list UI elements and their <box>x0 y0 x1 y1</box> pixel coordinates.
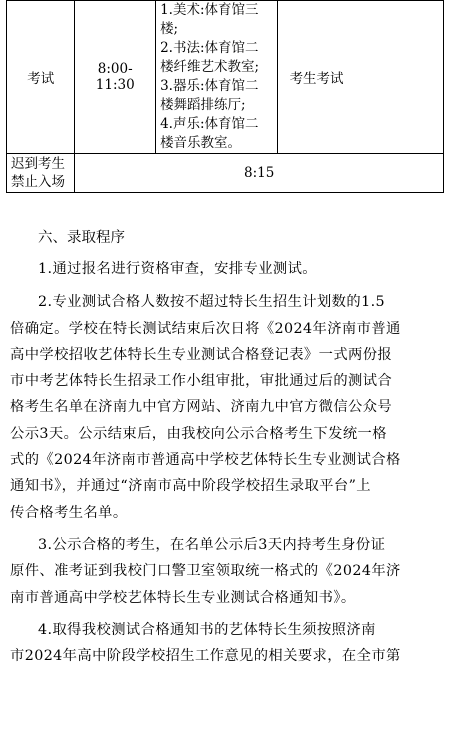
paragraph-line: 4.取得我校测试合格通知书的艺体特长生须按照济南 <box>38 621 376 638</box>
location-line: 楼; <box>160 21 179 37</box>
section-heading: 六、录取程序 <box>38 230 125 246</box>
exam-time: 8:00-11:30 <box>75 1 156 154</box>
row-label-late <box>7 154 75 193</box>
late-label-line: 禁止入场 <box>11 174 65 190</box>
paragraph-1: 1.通过报名进行资格审查，安排专业测试。 <box>38 261 317 277</box>
location-line: 楼舞蹈排练厅; <box>160 97 246 113</box>
paragraph-line: 原件、准考证到我校门口警卫室领取统一格式的《2024年济 <box>10 563 401 580</box>
paragraph-line: 市2024年高中阶段学校招生工作意见的相关要求，在全市第 <box>10 648 401 665</box>
paragraph-line: 市中考艺体特长生招录工作小组审批，审批通过后的测试合 <box>10 373 393 390</box>
row-label-exam: 考试 <box>7 1 75 154</box>
location-line: 4.声乐:体育馆二 <box>160 116 259 132</box>
paragraph-line: 式的《2024年济南市普通高中学校艺体特长生专业测试合格 <box>10 452 401 469</box>
paragraph-line: 格考生名单在济南九中官方网站、济南九中官方微信公众号 <box>10 399 393 416</box>
paragraph-line: 南市普通高中学校艺体特长生专业测试合格通知书》。 <box>10 589 356 606</box>
admission-section <box>10 227 442 669</box>
table-row-late <box>7 154 444 193</box>
paragraph-line: 高中学校招收艺体特长生专业测试合格登记表》一式两份报 <box>10 346 393 363</box>
location-line: 楼纤维艺术教室; <box>160 59 260 75</box>
exam-locations <box>156 1 278 154</box>
paragraph-line: 倍确定。学校在特长测试结束后次日将《2024年济南市普通 <box>10 320 401 337</box>
paragraph-line: 公示3天。公示结束后，由我校向公示合格考生下发统一格 <box>10 425 387 442</box>
location-line: 3.器乐:体育馆二 <box>160 78 259 94</box>
paragraph-line: 传合格考生名单。 <box>10 504 128 521</box>
location-line: 2.书法:体育馆二 <box>160 40 259 56</box>
location-line: 1.美术:体育馆三 <box>160 2 259 18</box>
late-cutoff-time: 8:15 <box>75 154 444 193</box>
paragraph-4 <box>10 617 442 670</box>
paragraph-line: 3.公示合格的考生，在名单公示后3天内持考生身份证 <box>38 536 386 553</box>
schedule-table <box>6 0 444 193</box>
exam-note: 考生考试 <box>277 1 443 154</box>
table-row-exam <box>7 1 444 154</box>
location-line: 楼音乐教室。 <box>160 135 242 151</box>
paragraph-line: 通知书》，并通过“济南市高中阶段学校招生录取平台”上 <box>10 478 371 495</box>
paragraph-2 <box>10 289 442 526</box>
paragraph-3 <box>10 532 442 611</box>
paragraph-line: 2.专业测试合格人数按不超过特长生招生计划数的1.5 <box>38 294 386 311</box>
late-label-line: 迟到考生 <box>11 156 65 172</box>
